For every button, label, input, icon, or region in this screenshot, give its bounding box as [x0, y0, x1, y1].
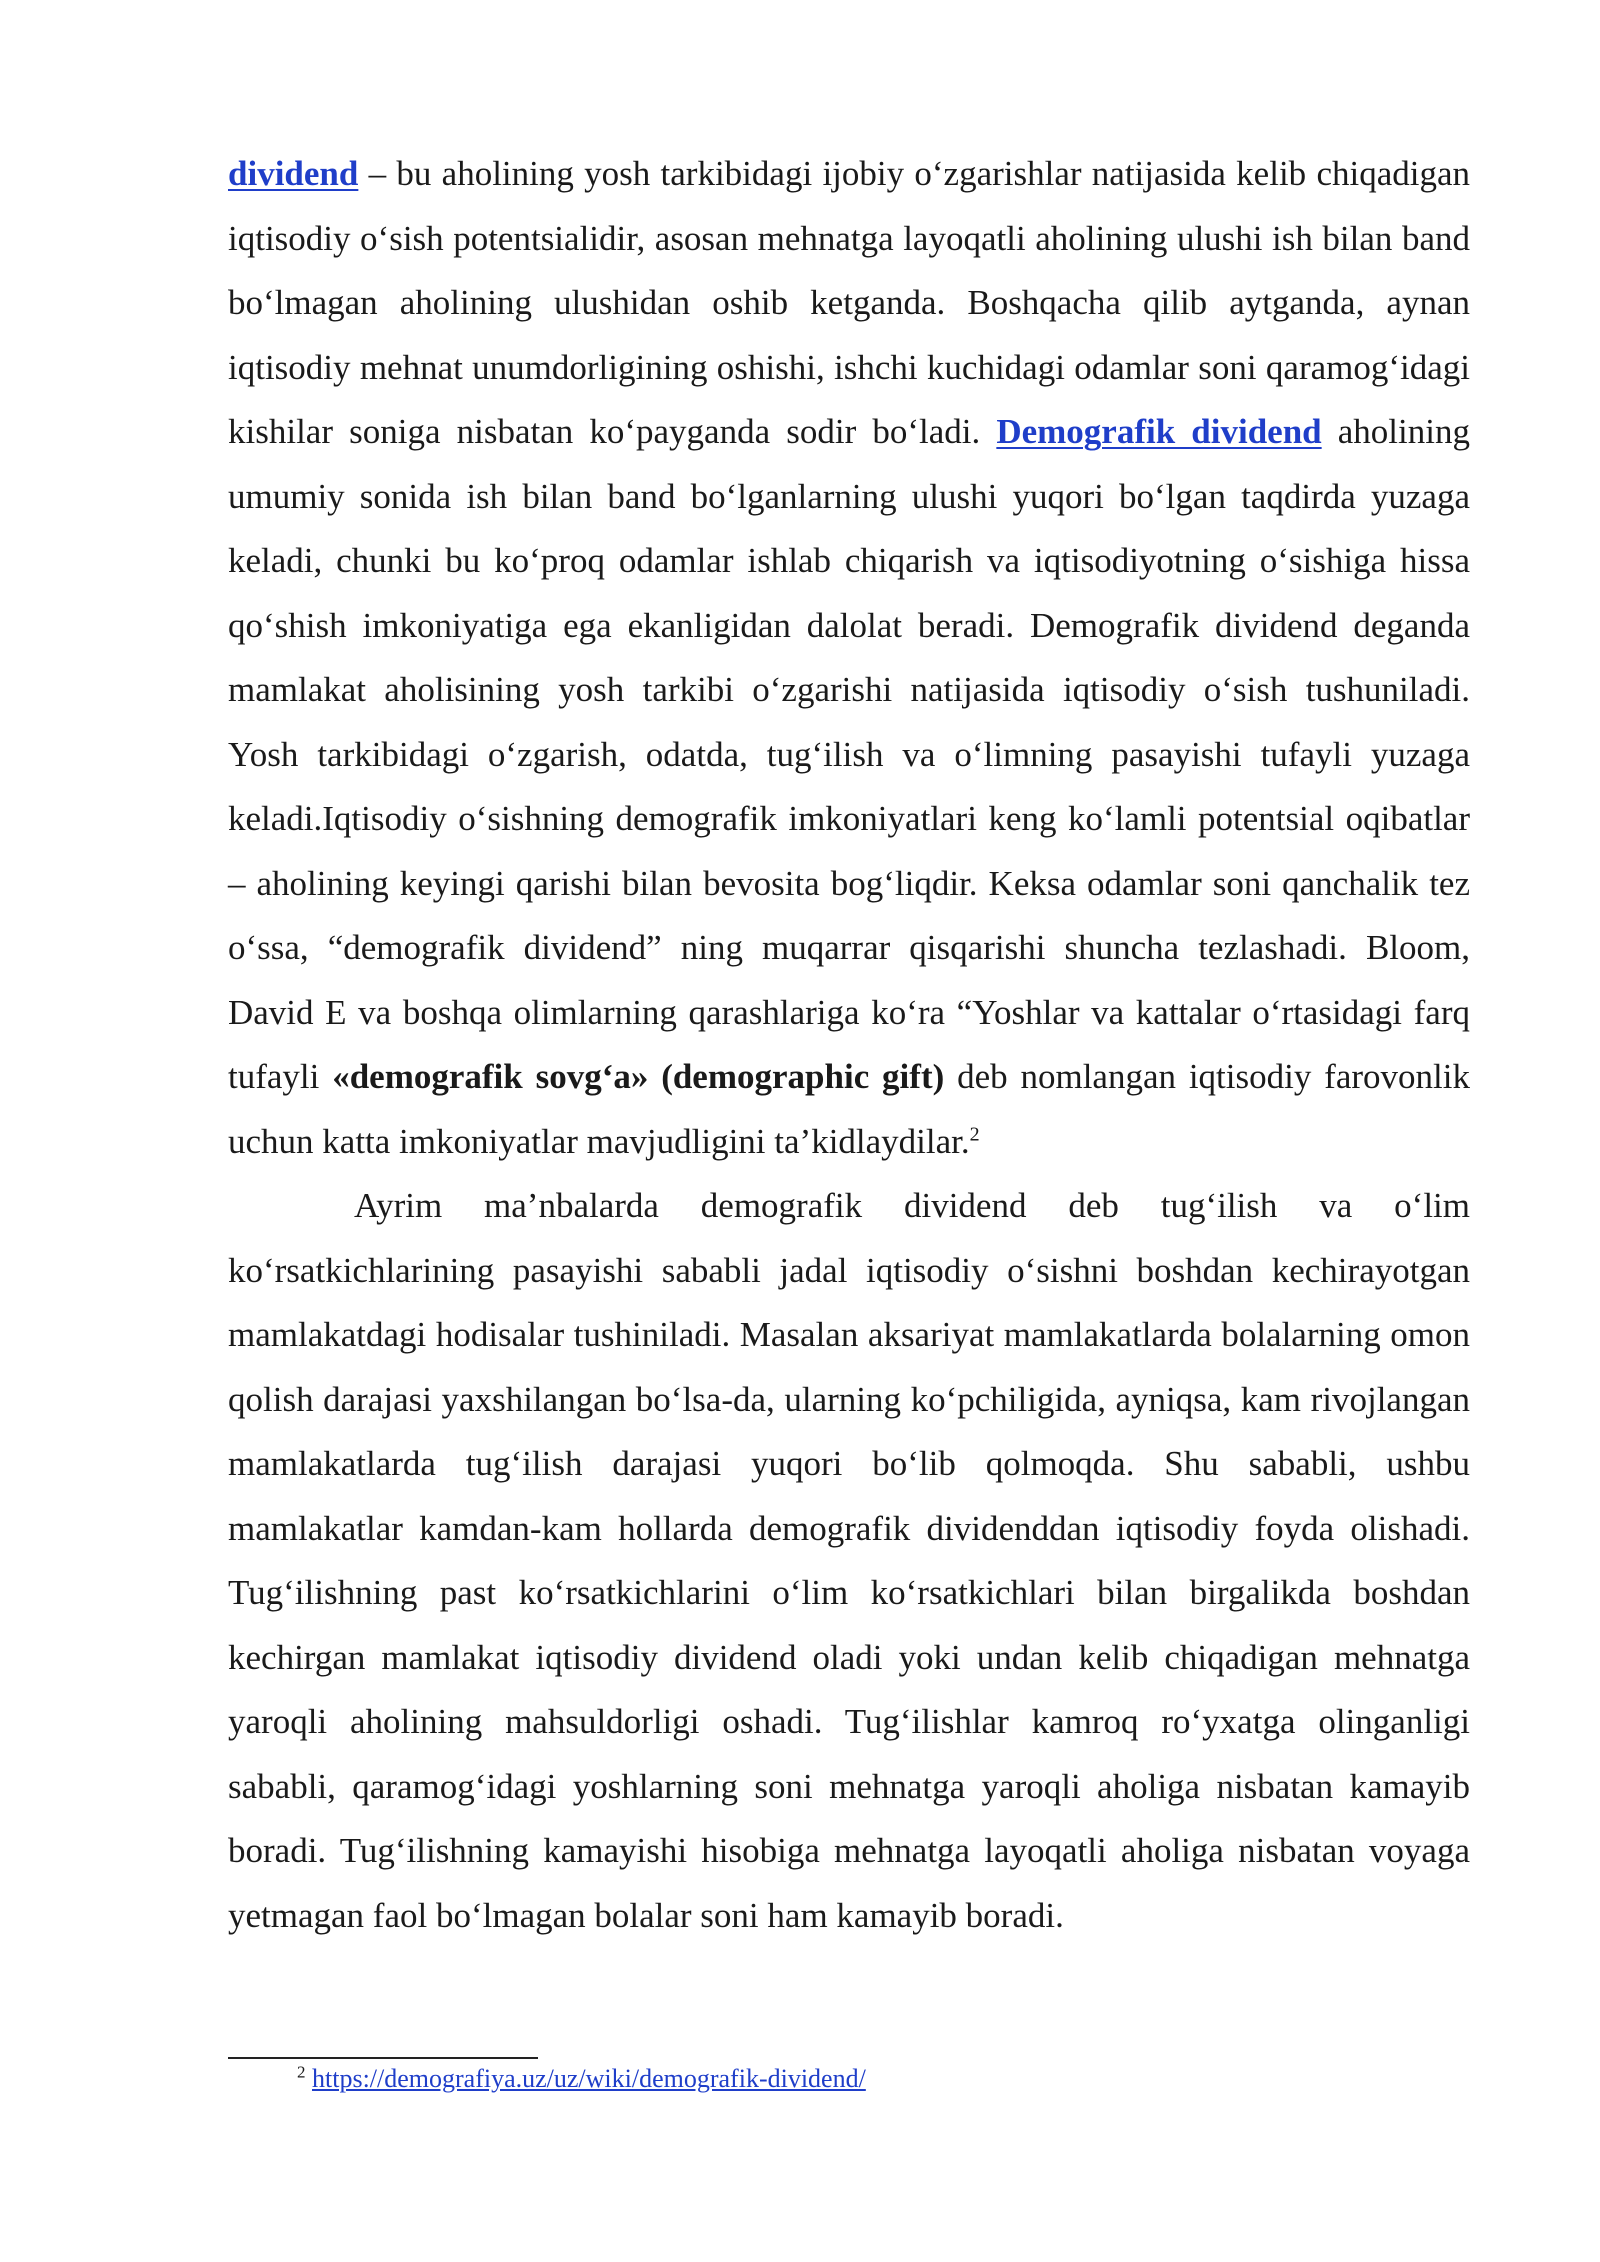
page-body [228, 142, 1470, 1948]
paragraph-2: Ayrim ma’nbalarda demografik dividend deb tug‘ilish va o‘lim ko‘rsatkichlarining pasayishi sababli jadal iqtisodiy o‘sishni boshdan kechirayotgan mamlakatdagi hodisalar tushiniladi. Masalan aksariyat mamlakatlarda bolalarning omon qolish darajasi yaxshilangan bo‘lsa-da, ularning ko‘pchiligida, ayniqsa, kam rivojlangan mamlakatlarda tug‘ilish darajasi yuqori bo‘lib qolmoqda. Shu sababli, ushbu mamlakatlar kamdan-kam hollarda demografik dividenddan iqtisodiy foyda olishadi. Tug‘ilishning past ko‘rsatkichlarini o‘lim ko‘rsatkichlari bilan birgalikda boshdan kechirgan mamlakat iqtisodiy dividend oladi yoki undan kelib chiqadigan mehnatga yaroqli aholining mahsuldorligi oshadi. Tug‘ilishlar kamroq ro‘yxatga olinganligi sababli, qaramog‘idagi yoshlarning soni mehnatga yaroqli aholiga nisbatan kamayib boradi. Tug‘ilishning kamayishi hisobiga mehnatga layoqatli aholiga nisbatan voyaga yetmagan faol bo‘lmagan bolalar soni ham kamayib boradi. [228, 1186, 1470, 1935]
dividend-link[interactable]: dividend [228, 154, 359, 193]
paragraph-1 [228, 142, 1470, 1174]
paragraph-1-text-a: – bu aholining yosh tarkibidagi ijobiy o‘zgarishlar natijasida kelib chiqadigan iqtisodiy o‘sish potentsialidir, asosan mehnatga layoqatli aholining ulushi ish bilan band bo‘lmagan aholining ulushidan oshib ketganda. Boshqacha qilib aytganda, aynan iqtisodiy mehnat unumdorligining oshishi, ishchi kuchidagi odamlar soni qaramog‘idagi kishilar soniga nisbatan ko‘payganda sodir bo‘ladi. [228, 154, 1470, 451]
paragraph-1-text-c: deb nomlangan iqtisodiy farovonlik uchun katta imkoniyatlar mavjudligini ta’kidlaydilar. [228, 1057, 1470, 1161]
footnote [297, 2062, 866, 2096]
footnote-reference[interactable]: 2 [969, 1122, 980, 1145]
paragraph-1-text-b: aholining umumiy sonida ish bilan band bo‘lganlarning ulushi yuqori bo‘lgan taqdirda yuzaga keladi, chunki bu ko‘proq odamlar ishlab chiqarish va iqtisodiyotning o‘sishiga hissa qo‘shish imkoniyatiga ega ekanligidan dalolat beradi. Demografik dividend deganda mamlakat aholisining yosh tarkibi o‘zgarishi natijasida iqtisodiy o‘sish tushuniladi. Yosh tarkibidagi o‘zgarish, odatda, tug‘ilish va o‘limning pasayishi tufayli yuzaga keladi.Iqtisodiy o‘sishning demografik imkoniyatlari keng ko‘lamli potentsial oqibatlar – aholining keyingi qarishi bilan bevosita bog‘liqdir. Keksa odamlar soni qanchalik tez o‘ssa, “demografik dividend” ning muqarrar qisqarishi shuncha tezlashadi. Bloom, David E va boshqa olimlarning qarashlariga ko‘ra “Yoshlar va kattalar o‘rtasidagi farq tufayli [228, 412, 1470, 1096]
footnote-separator [228, 2057, 538, 2059]
demografik-dividend-link[interactable]: Demografik dividend [996, 412, 1322, 451]
demographic-gift-term: «demografik sovg‘a» (demographic gift) [332, 1057, 945, 1096]
footnote-number: 2 [297, 2062, 306, 2082]
footnote-link[interactable]: https://demografiya.uz/uz/wiki/demografik-dividend/ [312, 2064, 866, 2093]
